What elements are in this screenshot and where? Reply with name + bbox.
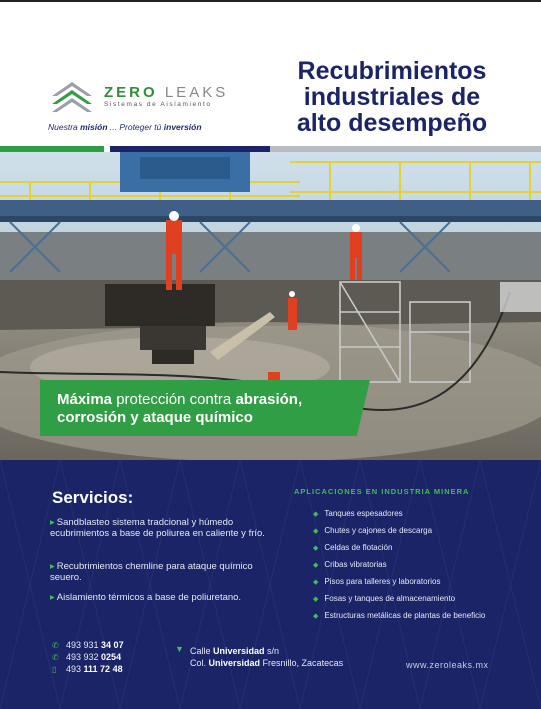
banner-text1: protección contra (112, 391, 236, 408)
service-text: Recubrimientos chemline para ataque químico seuero. (50, 561, 253, 583)
service-item (50, 517, 280, 539)
mining-item (313, 509, 403, 518)
service-text: Sandblasteo sistema tradcional y húmedo ecubrimientos a base de poliurea en caliente y frío. (50, 517, 265, 539)
phone-icon: ✆ (52, 653, 59, 662)
address-line1 (190, 646, 279, 656)
mining-text: Estructuras metálicas de plantas de beneficio (324, 611, 486, 620)
phone-bold: 111 72 48 (83, 664, 123, 674)
address-rest1: s/n (264, 646, 280, 656)
service-text: Aislamiento térmicos a base de poliuretano. (56, 592, 242, 603)
mining-item (313, 560, 387, 569)
slogan-middle: ... Proteger tú (107, 122, 164, 132)
address-prefix2: Col. (190, 658, 209, 668)
address-bold1: Universidad (213, 646, 265, 656)
slogan-bold1: misión (80, 122, 108, 132)
location-pin-icon: ▼ (175, 644, 184, 654)
bullet-icon: ◆ (313, 579, 319, 586)
slogan-bold2: inversión (163, 122, 202, 132)
phone-prefix: 493 (66, 664, 84, 674)
mining-text: Cribas vibratorias (324, 560, 387, 569)
title-line2: industriales de (303, 83, 481, 111)
page-title (262, 58, 522, 136)
mining-text: Pisos para talleres y laboratorios (324, 577, 441, 586)
bullet-icon: ◆ (313, 511, 319, 518)
bullet-icon: ▸ (50, 561, 55, 572)
banner-line2-text: corrosión y ataque químico (57, 409, 253, 426)
phone-prefix: 493 931 (66, 640, 102, 650)
banner-bold1: Máxima (57, 391, 113, 408)
address-rest2: Fresnillo, Zacatecas (260, 658, 344, 668)
slogan-prefix: Nuestra (48, 122, 81, 132)
mining-text: Celdas de flotación (324, 543, 393, 552)
banner-line1 (57, 391, 367, 409)
brand-name-part1: ZERO (104, 84, 158, 101)
stacked-chevron-house-icon (50, 80, 94, 112)
address-line2 (190, 658, 343, 668)
mining-item (313, 577, 440, 586)
bullet-icon: ▸ (50, 517, 55, 528)
mining-item (313, 594, 455, 603)
service-item (50, 592, 280, 603)
banner-bold2: abrasión, (235, 391, 303, 408)
phone-line[interactable] (52, 652, 121, 662)
bullet-icon: ◆ (313, 596, 319, 603)
phone-icon: ✆ (52, 641, 59, 650)
bullet-icon: ◆ (313, 545, 319, 552)
mining-text: Chutes y cajones de descarga (324, 526, 433, 535)
address-bold2: Universidad (208, 658, 261, 668)
title-line1: Recubrimientos (297, 57, 487, 85)
mining-item (313, 543, 392, 552)
mining-text: Fosas y tanques de almacenamiento (324, 594, 456, 603)
banner-text (57, 391, 367, 427)
brand-subtitle: Sistemas de Aislamiento (104, 101, 212, 108)
mining-heading: APLICACIONES EN INDUSTRIA MINERA (294, 487, 470, 496)
bullet-icon: ▸ (50, 592, 55, 603)
phone-bold: 0254 (101, 652, 122, 662)
phone-line[interactable] (52, 664, 123, 674)
title-line3: alto desempeño (296, 109, 488, 137)
bullet-icon: ◆ (313, 528, 319, 535)
brand-name-part2: LEAKS (164, 84, 229, 101)
phone-bold: 34 07 (101, 640, 124, 650)
mining-item (313, 526, 432, 535)
bullet-icon: ◆ (313, 613, 319, 620)
slogan (48, 122, 202, 132)
address-prefix1: Calle (190, 646, 214, 656)
website-link[interactable]: www.zeroleaks.mx (406, 660, 489, 670)
banner-line2 (57, 409, 367, 427)
brand-name (104, 84, 228, 101)
service-item (50, 561, 280, 583)
phone-line[interactable] (52, 640, 124, 650)
services-heading: Servicios: (52, 488, 134, 507)
phone-prefix: 493 932 (66, 652, 102, 662)
mining-text: Tanques espesadores (324, 509, 403, 518)
mining-item (313, 611, 485, 620)
mobile-icon: ▯ (52, 665, 57, 674)
bullet-icon: ◆ (313, 562, 319, 569)
